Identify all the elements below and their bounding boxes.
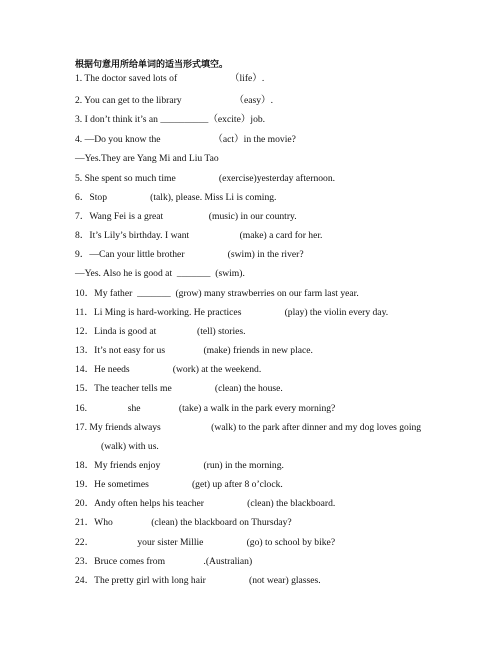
exercise-line-10: 10．My father _______ (grow) many strawberries on our farm last year. bbox=[75, 288, 359, 299]
exercise-line-11: 11．Li Ming is hard-working. He practices (play) the violin every day. bbox=[75, 307, 389, 318]
exercise-line-18: 18．My friends enjoy (run) in the morning. bbox=[75, 460, 284, 471]
exercise-line-6: 6．Stop (talk), please. Miss Li is coming. bbox=[75, 192, 277, 203]
exercise-line-2: 2. You can get to the library （easy）. bbox=[75, 95, 273, 106]
exercise-line-23: 23．Bruce comes from .(Australian) bbox=[75, 556, 253, 567]
exercise-line-1: 1. The doctor saved lots of （life）. bbox=[75, 73, 265, 84]
exercise-line-15: 15．The teacher tells me (clean) the house. bbox=[75, 383, 283, 394]
exercise-line-13: 13．It’s not easy for us (make) friends in new place. bbox=[75, 345, 313, 356]
exercise-line-4-answer: —Yes.They are Yang Mi and Liu Tao bbox=[75, 153, 219, 164]
exercise-line-21: 21．Who (clean) the blackboard on Thursday? bbox=[75, 517, 292, 528]
exercise-line-19: 19．He sometimes (get) up after 8 o’clock. bbox=[75, 479, 283, 490]
exercise-line-14: 14．He needs (work) at the weekend. bbox=[75, 364, 262, 375]
exercise-line-5: 5. She spent so much time (exercise)yesterday afternoon. bbox=[75, 173, 336, 184]
exercise-line-16: 16. she (take) a walk in the park every morning? bbox=[75, 403, 336, 414]
exercise-line-22: 22． your sister Millie (go) to school by bike? bbox=[75, 537, 336, 548]
exercise-line-12: 12．Linda is good at (tell) stories. bbox=[75, 326, 246, 337]
exercise-line-17-continued: (walk) with us. bbox=[101, 441, 159, 452]
exercise-line-3: 3. I don’t think it’s an __________（excite）job. bbox=[75, 114, 266, 125]
exercise-line-24: 24．The pretty girl with long hair (not wear) glasses. bbox=[75, 575, 321, 586]
exercise-line-8: 8．It’s Lily’s birthday. I want (make) a card for her. bbox=[75, 230, 323, 241]
exercise-line-20: 20．Andy often helps his teacher (clean) the blackboard. bbox=[75, 498, 336, 509]
exercise-line-9-answer: —Yes. Also he is good at _______ (swim). bbox=[75, 268, 245, 279]
exercise-line-17: 17. My friends always (walk) to the park after dinner and my dog loves going bbox=[75, 422, 422, 433]
exercise-line-4: 4. —Do you know the （act）in the movie? bbox=[75, 134, 296, 145]
exercise-line-7: 7．Wang Fei is a great (music) in our country. bbox=[75, 211, 297, 222]
exercise-line-9: 9．—Can your little brother (swim) in the river? bbox=[75, 249, 304, 260]
page-title: 根据句意用所给单词的适当形式填空。 bbox=[75, 60, 229, 70]
